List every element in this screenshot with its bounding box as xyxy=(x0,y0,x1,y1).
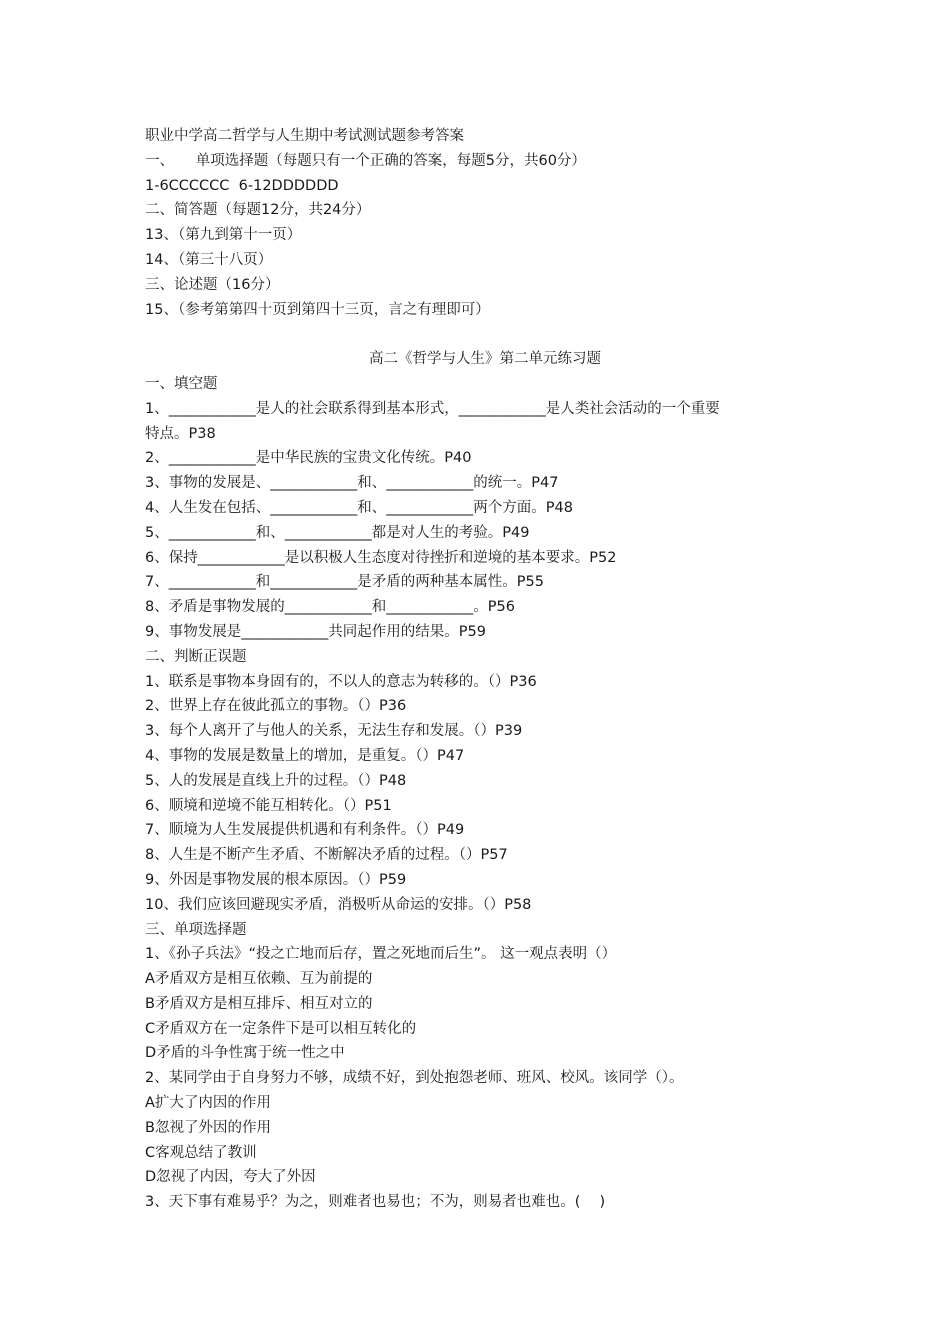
answer-line: 二、简答题（每题12分，共24分） xyxy=(145,202,371,219)
section-heading-true-false: 二、判断正误题 xyxy=(145,648,247,665)
exercise-line: 2、某同学由于自身努力不够，成绩不好，到处抱怨老师、班风、校风。该同学（）。 xyxy=(145,1070,684,1087)
answer-line: 15、（参考第第四十页到第四十三页，言之有理即可） xyxy=(145,301,490,318)
exercise-line: 2、世界上存在彼此孤立的事物。（）P36 xyxy=(145,698,407,715)
choice-option: A扩大了内因的作用 xyxy=(145,1095,271,1112)
exercise-line: 1、联系是事物本身固有的，不以人的意志为转移的。（）P36 xyxy=(145,673,537,690)
exercise-section xyxy=(145,372,825,1215)
document-body xyxy=(145,124,825,1215)
section-heading-multiple-choice: 三、单项选择题 xyxy=(145,921,247,938)
choice-option: C矛盾双方在一定条件下是可以相互转化的 xyxy=(145,1020,417,1037)
answer-key-title: 职业中学高二哲学与人生期中考试测试题参考答案 xyxy=(145,128,464,144)
exercise-line: 8、矛盾是事物发展的____________和____________。P56 xyxy=(145,599,515,616)
exercise-line: 1、《孙子兵法》“投之亡地而后存，置之死地而后生”。 这一观点表明（） xyxy=(145,946,617,963)
exercise-line: 9、事物发展是____________共同起作用的结果。P59 xyxy=(145,623,486,640)
choice-option: D矛盾的斗争性寓于统一性之中 xyxy=(145,1045,345,1062)
exercise-line: 3、天下事有难易乎？为之，则难者也易也；不为，则易者也难也。( ) xyxy=(145,1194,606,1211)
exercise-title: 高二《哲学与人生》第二单元练习题 xyxy=(369,351,601,368)
exercise-line: 2、____________是中华民族的宝贵文化传统。P40 xyxy=(145,450,472,467)
exercise-line: 4、人生发在包括、____________和、____________两个方面。P48 xyxy=(145,499,573,516)
answer-line: 13、（第九到第十一页） xyxy=(145,227,302,244)
blank-line xyxy=(145,322,825,347)
choice-option: C客观总结了教训 xyxy=(145,1144,257,1161)
exercise-line: 6、保持____________是以积极人生态度对待挫折和逆境的基本要求。P52 xyxy=(145,549,617,566)
exercise-line: 8、人生是不断产生矛盾、不断解决矛盾的过程。（）P57 xyxy=(145,847,508,864)
section-heading-fill-blank: 一、填空题 xyxy=(145,375,218,392)
answer-line: 14、（第三十八页） xyxy=(145,251,273,268)
answer-line: 一、 单项选择题（每题只有一个正确的答案，每题5分，共60分） xyxy=(145,152,586,169)
exercise-line: 5、人的发展是直线上升的过程。（）P48 xyxy=(145,772,407,789)
exercise-line: 7、____________和____________是矛盾的两种基本属性。P55 xyxy=(145,574,544,591)
exercise-line: 6、顺境和逆境不能互相转化。（）P51 xyxy=(145,797,392,814)
exercise-line: 5、____________和、____________都是对人生的考验。P49 xyxy=(145,524,530,541)
exercise-line: 7、顺境为人生发展提供机遇和有利条件。（）P49 xyxy=(145,822,465,839)
exercise-line: 3、每个人离开了与他人的关系，无法生存和发展。（）P39 xyxy=(145,723,523,740)
exercise-line: 10、我们应该回避现实矛盾，消极听从命运的安排。（）P58 xyxy=(145,896,532,913)
exercise-line: 特点。P38 xyxy=(145,425,216,442)
exercise-line: 9、外因是事物发展的根本原因。（）P59 xyxy=(145,871,407,888)
answer-line: 1-6CCCCCC 6-12DDDDDD xyxy=(145,177,339,194)
exercise-line: 1、____________是人的社会联系得到基本形式，____________是人类社会活动的一个重要 xyxy=(145,400,720,417)
choice-option: B忽视了外因的作用 xyxy=(145,1119,271,1136)
choice-option: B矛盾双方是相互排斥、相互对立的 xyxy=(145,995,373,1012)
choice-option: D忽视了内因，夸大了外因 xyxy=(145,1169,316,1186)
answer-key-section xyxy=(145,124,825,322)
choice-option: A矛盾双方是相互依赖、互为前提的 xyxy=(145,971,373,988)
exercise-line: 4、事物的发展是数量上的增加，是重复。（）P47 xyxy=(145,747,465,764)
answer-line: 三、论述题（16分） xyxy=(145,276,280,293)
exercise-line: 3、事物的发展是、____________和、____________的统一。P47 xyxy=(145,475,559,492)
